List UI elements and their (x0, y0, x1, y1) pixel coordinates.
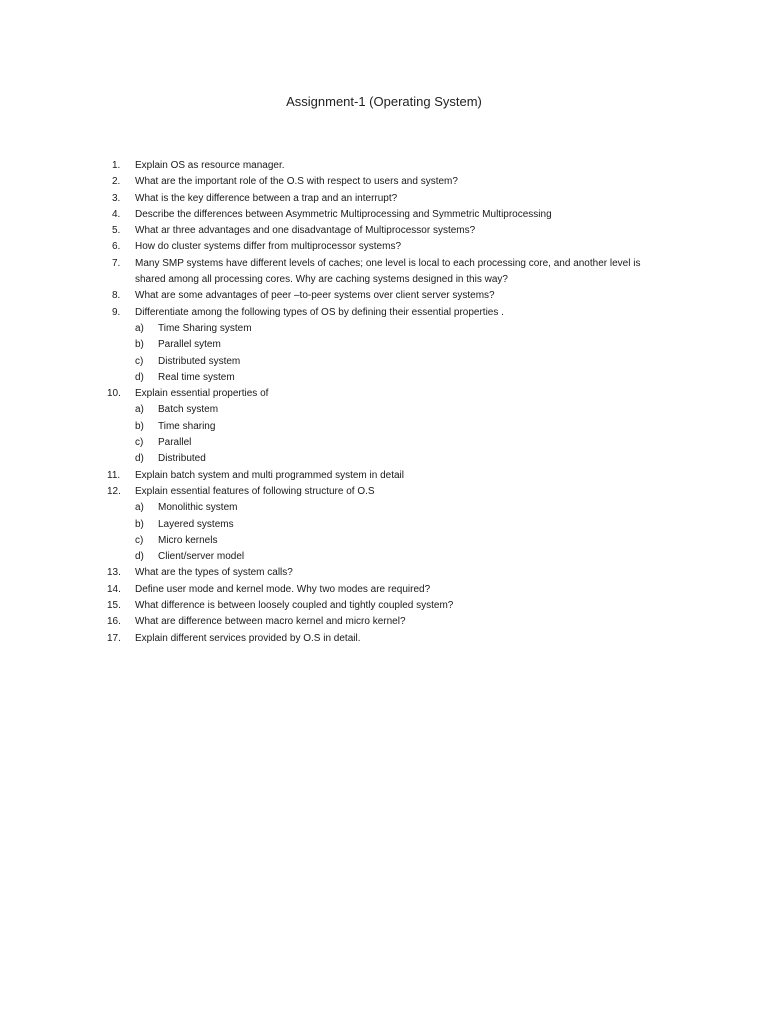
question-number: 16. (107, 616, 121, 628)
sub-question-letter: a) (135, 502, 144, 514)
sub-question-list (112, 402, 672, 467)
question-item (112, 256, 672, 289)
sub-question-text: Time sharing (158, 420, 216, 432)
sub-question-text: Micro kernels (158, 534, 218, 546)
question-row (107, 468, 672, 484)
question-text: Define user mode and kernel mode. Why two modes are required? (135, 583, 431, 595)
question-item (112, 239, 672, 255)
question-row (107, 582, 672, 598)
question-row (112, 223, 672, 239)
sub-question-letter: c) (135, 355, 144, 367)
sub-question-text: Real time system (158, 371, 235, 383)
sub-question-item (135, 370, 672, 386)
question-item (107, 386, 672, 467)
question-row (112, 239, 672, 255)
sub-question-letter: c) (135, 437, 144, 449)
question-item (107, 484, 672, 565)
sub-question-item (135, 549, 672, 565)
sub-question-text: Layered systems (158, 518, 234, 530)
question-row (112, 305, 672, 321)
question-item (107, 631, 672, 647)
question-row (107, 386, 672, 402)
sub-question-letter: b) (135, 518, 144, 530)
question-item (112, 305, 672, 386)
sub-question-letter: b) (135, 420, 144, 432)
question-text: Describe the differences between Asymmetric Multiprocessing and Symmetric Multiprocessing (135, 208, 552, 220)
question-row (112, 207, 672, 223)
question-number: 5. (112, 225, 121, 237)
question-text: How do cluster systems differ from multiprocessor systems? (135, 241, 402, 253)
question-row (107, 565, 672, 581)
question-text: Explain essential properties of (135, 388, 269, 400)
sub-question-item (135, 337, 672, 353)
question-number: 10. (107, 388, 121, 400)
question-row (112, 288, 672, 304)
sub-question-letter: d) (135, 551, 144, 563)
question-item (112, 288, 672, 304)
question-item (107, 598, 672, 614)
sub-question-list (112, 321, 672, 386)
sub-question-text: Monolithic system (158, 502, 238, 514)
question-item (107, 614, 672, 630)
question-number: 7. (112, 257, 121, 269)
question-text: Differentiate among the following types of OS by defining their essential properties . (135, 306, 504, 318)
question-text: Explain OS as resource manager. (135, 160, 285, 171)
question-number: 1. (112, 160, 121, 171)
sub-question-item (135, 533, 672, 549)
question-number: 15. (107, 600, 121, 612)
document-title: Assignment-1 (Operating System) (286, 94, 482, 109)
question-number: 6. (112, 241, 121, 253)
sub-question-text: Client/server model (158, 551, 245, 563)
sub-question-text: Distributed system (158, 355, 241, 367)
question-item (107, 582, 672, 598)
question-text: Explain essential features of following structure of O.S (135, 485, 375, 497)
question-row (107, 614, 672, 630)
sub-question-item (135, 451, 672, 467)
sub-question-text: Parallel (158, 437, 192, 449)
question-number: 3. (112, 192, 121, 204)
question-text: What is the key difference between a trap and an interrupt? (135, 192, 398, 204)
question-item (112, 158, 672, 174)
question-text: What are difference between macro kernel and micro kernel? (135, 616, 406, 628)
question-number: 4. (112, 208, 121, 220)
question-row (112, 174, 672, 190)
sub-question-letter: a) (135, 322, 144, 334)
question-item (107, 565, 672, 581)
question-text: What are the important role of the O.S with respect to users and system? (135, 176, 458, 188)
question-row (107, 598, 672, 614)
sub-question-text: Time Sharing system (158, 322, 252, 334)
question-number: 8. (112, 290, 121, 302)
sub-question-item (135, 500, 672, 516)
question-item (112, 223, 672, 239)
sub-question-item (135, 321, 672, 337)
question-row (107, 631, 672, 647)
question-row (112, 256, 672, 289)
sub-question-item (135, 354, 672, 370)
sub-question-text: Distributed (158, 453, 206, 465)
sub-question-item (135, 517, 672, 533)
question-number: 11. (107, 469, 121, 481)
question-text: Many SMP systems have different levels of caches; one level is local to each processing core, and another level is shared among all processing cores. Why are caching systems designed in this way? (135, 257, 641, 286)
question-text: What ar three advantages and one disadvantage of Multiprocessor systems? (135, 225, 476, 237)
question-item (112, 174, 672, 190)
question-row (112, 158, 672, 174)
question-number: 12. (107, 485, 121, 497)
question-text: What are the types of system calls? (135, 567, 293, 579)
question-number: 17. (107, 632, 121, 644)
question-item (112, 207, 672, 223)
sub-question-letter: d) (135, 371, 144, 383)
question-row (112, 191, 672, 207)
sub-question-letter: c) (135, 534, 144, 546)
sub-question-letter: a) (135, 404, 144, 416)
question-row (107, 484, 672, 500)
question-text: What are some advantages of peer –to-peer systems over client server systems? (135, 290, 495, 302)
question-number: 2. (112, 176, 121, 188)
question-number: 14. (107, 583, 121, 595)
question-number: 13. (107, 567, 121, 579)
question-number: 9. (112, 306, 121, 318)
question-text: Explain batch system and multi programmed system in detail (135, 469, 405, 481)
question-item (107, 468, 672, 484)
sub-question-letter: b) (135, 339, 144, 351)
sub-question-item (135, 419, 672, 435)
sub-question-letter: d) (135, 453, 144, 465)
question-text: Explain different services provided by O.S in detail. (135, 632, 361, 644)
question-list (107, 158, 672, 647)
sub-question-item (135, 402, 672, 418)
sub-question-item (135, 435, 672, 451)
question-item (112, 191, 672, 207)
question-text: What difference is between loosely coupled and tightly coupled system? (135, 600, 454, 612)
sub-question-text: Batch system (158, 404, 219, 416)
sub-question-text: Parallel sytem (158, 339, 221, 351)
sub-question-list (112, 500, 672, 565)
